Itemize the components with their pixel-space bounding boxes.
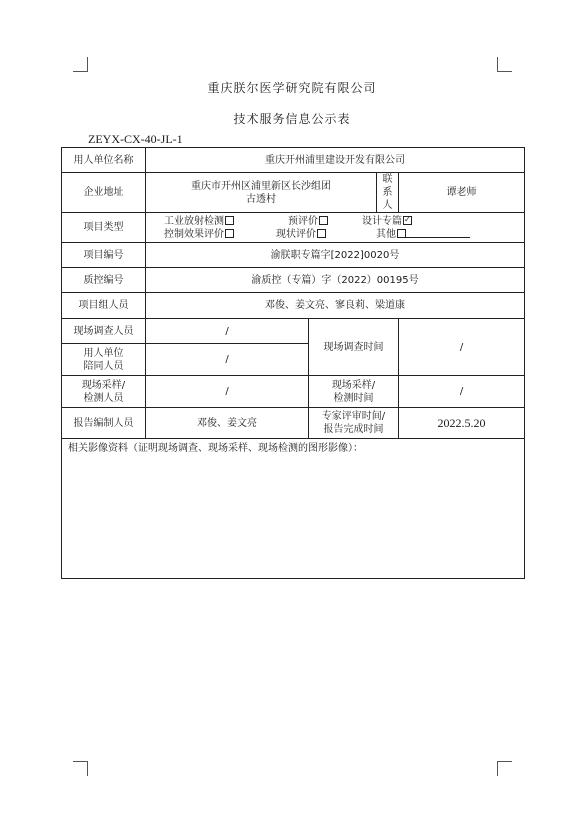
accompany-label: 用人单位 陪同人员	[62, 344, 146, 376]
report-staff-label: 报告编制人员	[62, 408, 146, 439]
checkbox-icon[interactable]	[317, 229, 326, 238]
review-time-value: 2022.5.20	[399, 408, 525, 439]
accompany-value: /	[146, 344, 309, 376]
checkbox-icon[interactable]	[397, 229, 406, 238]
info-table	[61, 147, 525, 579]
option-control-effect[interactable]: 控制效果评价	[164, 228, 234, 241]
project-no-value: 渝朕职专篇字[2022]0020号	[146, 243, 525, 268]
team-value: 邓俊、姜文亮、寥良莉、梁道康	[146, 293, 525, 319]
row-qc-no	[62, 268, 525, 293]
project-no-label: 项目编号	[62, 243, 146, 268]
sampling-staff-label: 现场采样/ 检测人员	[62, 376, 146, 408]
client-unit-label: 用人单位名称	[62, 148, 146, 173]
survey-time-label: 现场调查时间	[309, 319, 399, 376]
survey-time-value: /	[399, 319, 525, 376]
checkbox-icon[interactable]	[225, 229, 234, 238]
other-blank[interactable]	[406, 228, 470, 238]
client-unit-value: 重庆开州浦里建设开发有限公司	[146, 148, 525, 173]
option-other[interactable]: 其他	[376, 228, 470, 241]
option-pre-evaluation[interactable]: 预评价	[288, 215, 328, 228]
contact-value: 谭老师	[399, 173, 525, 213]
review-time-label: 专家评审时间/ 报告完成时间	[309, 408, 399, 439]
row-project-type	[62, 213, 525, 243]
option-status-evaluation[interactable]: 现状评价	[276, 228, 326, 241]
project-type-options	[146, 213, 525, 243]
row-team	[62, 293, 525, 319]
org-title: 重庆朕尔医学研究院有限公司	[207, 81, 377, 95]
sampling-staff-value: /	[146, 376, 309, 408]
qc-no-label: 质控编号	[62, 268, 146, 293]
row-media	[62, 439, 525, 579]
media-area: 相关影像资料（证明现场调查、现场采样、现场检测的图形影像）：	[62, 439, 525, 579]
crop-mark-top-right	[497, 57, 512, 72]
sampling-time-value: /	[399, 376, 525, 408]
address-line-1: 重庆市开州区浦里新区长沙组团	[191, 180, 331, 192]
row-address	[62, 173, 525, 213]
row-sampling	[62, 376, 525, 408]
row-survey-staff	[62, 319, 525, 344]
checkbox-icon[interactable]	[319, 216, 328, 225]
address-label: 企业地址	[62, 173, 146, 213]
checkbox-checked-icon[interactable]	[403, 216, 412, 225]
crop-mark-bottom-left	[73, 761, 88, 776]
sampling-time-label: 现场采样/ 检测时间	[309, 376, 399, 408]
qc-no-value: 渝质控（专篇）字（2022）00195号	[146, 268, 525, 293]
survey-staff-label: 现场调查人员	[62, 319, 146, 344]
address-value	[146, 173, 377, 213]
option-industrial-radiation[interactable]: 工业放射检测	[164, 215, 234, 228]
option-design-special[interactable]: 设计专篇✓	[362, 215, 412, 228]
crop-mark-top-left	[73, 57, 88, 72]
contact-label: 联系人	[377, 173, 399, 213]
address-line-2: 古透村	[246, 193, 276, 205]
survey-staff-value: /	[146, 319, 309, 344]
row-client-unit	[62, 148, 525, 173]
crop-mark-bottom-right	[497, 761, 512, 776]
checkbox-icon[interactable]	[225, 216, 234, 225]
doc-title: 技术服务信息公示表	[233, 112, 351, 126]
row-report	[62, 408, 525, 439]
team-label: 项目组人员	[62, 293, 146, 319]
project-type-label: 项目类型	[62, 213, 146, 243]
doc-code: ZEYX-CX-40-JL-1	[88, 132, 183, 146]
row-project-no	[62, 243, 525, 268]
report-staff-value: 邓俊、姜文亮	[146, 408, 309, 439]
